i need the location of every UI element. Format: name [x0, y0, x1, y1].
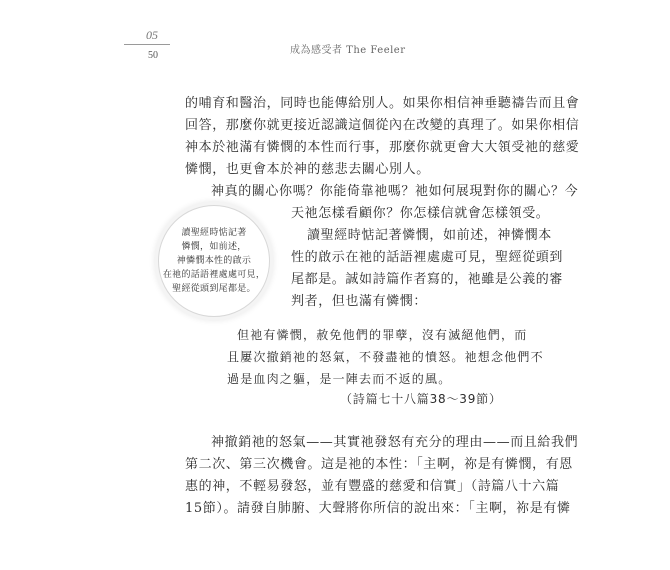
scripture-line: 過是血肉之軀，是一陣去而不返的風。 — [227, 372, 452, 386]
body-paragraph-3 — [291, 225, 563, 313]
text-line: 回答，那麼你就更接近認識這個從內在改變的真理了。如果你相信 — [185, 118, 580, 133]
header-divider — [124, 44, 170, 45]
scripture-line: 且屢次撤銷祂的怒氣，不發盡祂的憤怒。祂想念他們不 — [227, 350, 544, 364]
text-line: 的哺育和醫治，同時也能傳給別人。如果你相信神垂聽禱告而且會 — [185, 96, 580, 111]
pull-quote-line: 神憐憫本性的啟示 — [176, 256, 252, 266]
body-paragraph-1 — [185, 93, 579, 181]
text-line: 尾都是。誠如詩篇作者寫的，祂雖是公義的審 — [291, 272, 564, 287]
pull-quote-line: 憐憫，如前述， — [181, 242, 247, 252]
text-line: 第二次、第三次機會。這是祂的本性：「主啊，祢是有憐憫，有恩 — [185, 457, 573, 472]
text-line: 神撤銷祂的怒氣——其實祂發怒有充分的理由——而且給我們 — [211, 435, 579, 450]
pull-quote-line: 在祂的話語裡處處可見， — [162, 270, 266, 280]
text-line: 惠的神，不輕易發怒，並有豐盛的慈愛和信實」（詩篇八十六篇 — [185, 479, 560, 494]
text-line: 15節）。請發自肺腑、大聲將你所信的說出來：「主啊，祢是有憐 — [185, 501, 571, 516]
page-number: 50 — [148, 50, 158, 61]
scripture-line: 但祂有憐憫，赦免他們的罪孽，沒有滅絕他們，而 — [237, 328, 528, 342]
body-paragraph-4 — [185, 432, 578, 520]
text-line: 天祂怎樣看顧你？你怎樣信就會怎樣領受。 — [291, 206, 550, 221]
text-line: 讀聖經時惦記著憐憫，如前述，神憐憫本 — [307, 228, 552, 243]
text-line: 神真的關心你嗎？你能倚靠祂嗎？祂如何展現對你的關心？今 — [211, 184, 579, 199]
pull-quote-line: 讀聖經時惦記著 — [181, 228, 247, 238]
text-line: 性的啟示在祂的話語裡處處可見，聖經從頭到 — [291, 250, 564, 265]
running-header-title: 成為感受者 The Feeler — [290, 45, 406, 56]
chapter-number: 05 — [146, 28, 158, 42]
text-line: 憐憫，也更會本於神的慈悲去關心別人。 — [185, 162, 430, 177]
scripture-quote — [227, 324, 544, 390]
scripture-citation: （詩篇七十八篇38～39節） — [340, 392, 502, 406]
text-line: 判者，但也滿有憐憫： — [291, 294, 428, 309]
pull-quote-circle — [158, 205, 270, 317]
pull-quote-line: 聖經從頭到尾都是。 — [172, 284, 256, 294]
text-line: 神本於祂滿有憐憫的本性而行事，那麼你就更會大大領受祂的慈愛 — [185, 140, 580, 155]
pull-quote-text — [163, 226, 265, 296]
